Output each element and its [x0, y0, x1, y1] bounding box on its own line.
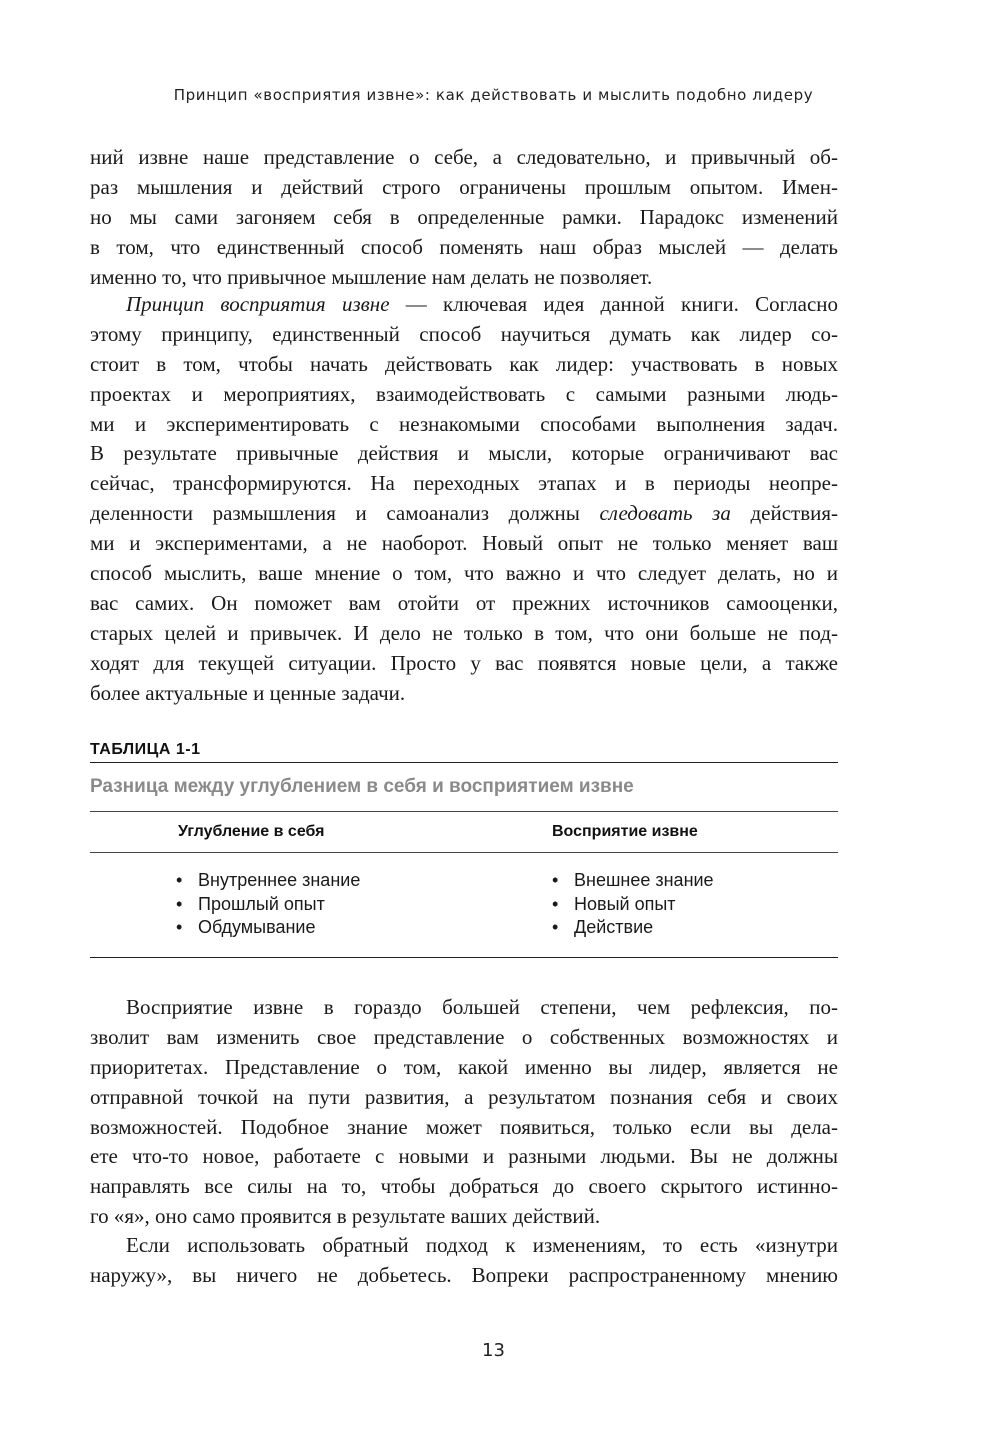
text-line: го «я», оно само проявится в результате ваших действий. [90, 1204, 601, 1229]
text-line: направлять все силы на то, чтобы добраться до своего скрытого истинно- [90, 1174, 838, 1199]
text-line: способ мыслить, ваше мнение о том, что важно и что следует делать, но и [90, 561, 838, 586]
text-line: более актуальные и ценные задачи. [90, 680, 406, 705]
column-list-inward [176, 869, 360, 940]
text-line: старых целей и привычек. И дело не только в том, что они больше не под- [90, 620, 838, 645]
table-label: ТАБЛИЦА 1-1 [90, 741, 201, 758]
text-line: ний извне наше представление о себе, а следовательно, и привычный об- [90, 145, 838, 169]
paragraph-1 [90, 143, 838, 292]
paragraph-4 [90, 1231, 838, 1291]
comparison-table [90, 738, 838, 958]
text-line: приоритетах. Представление о том, какой именно вы лидер, является не [90, 1054, 838, 1079]
page-number: 13 [482, 1340, 505, 1361]
italic-term: Принцип восприятия извне [126, 292, 390, 316]
text-line: Если использовать обратный подход к изменениям, то есть «изнутри [126, 1233, 838, 1257]
table-header-row [90, 812, 838, 852]
text-run: действия- [730, 501, 838, 526]
list-item: • Прошлый опыт [176, 893, 360, 917]
list-item: • Обдумывание [176, 916, 360, 940]
column-list-outward [552, 869, 714, 940]
paragraph-2 [90, 290, 838, 708]
text-run: деленности размышления и самоанализ должны [90, 501, 600, 526]
column-header-outward: Восприятие извне [552, 823, 698, 840]
text-line: вас самих. Он поможет вам отойти от прежних источников самооценки, [90, 590, 838, 615]
column-header-inward: Углубление в себя [178, 823, 325, 840]
text-line: проектах и мероприятиях, взаимодействовать с самыми разными людь- [90, 381, 838, 406]
list-item: • Новый опыт [552, 893, 714, 917]
text-line: отправной точкой на пути развития, а результатом познания себя и своих [90, 1084, 838, 1109]
text-line: ете что-то новое, работаете с новыми и разными людьми. Вы не должны [90, 1144, 838, 1169]
table-body [90, 853, 838, 957]
text-line: этому принципу, единственный способ научиться думать как лидер со- [90, 321, 838, 346]
text-line: в том, что единственный способ поменять наш образ мыслей — делать [90, 234, 838, 259]
text-line: именно то, что привычное мышление нам делать не позволяет. [90, 264, 653, 289]
text-line: сейчас, трансформируются. На переходных этапах и в периоды неопре- [90, 471, 838, 496]
text-line: возможностей. Подобное знание может появиться, только если вы дела- [90, 1114, 838, 1139]
text-line: раз мышления и действий строго ограничены прошлым опытом. Имен- [90, 174, 838, 199]
list-item: • Внутреннее знание [176, 869, 360, 893]
list-item: • Внешнее знание [552, 869, 714, 893]
text-line [90, 499, 838, 529]
table-bottom-rule [90, 957, 838, 958]
italic-term: следовать за [599, 501, 731, 526]
text-line: ми и экспериментировать с незнакомыми способами выполнения задач. [90, 411, 838, 436]
text-line: В результате привычные действия и мысли, которые ограничивают вас [90, 441, 838, 466]
text-run: — ключевая идея данной книги. Согласно [389, 292, 838, 316]
text-line: Восприятие извне в гораздо большей степени, чем рефлексия, по- [126, 995, 838, 1019]
running-head: Принцип «восприятия извне»: как действовать и мыслить подобно лидеру [173, 86, 814, 104]
list-item: • Действие [552, 916, 714, 940]
text-line: ходят для текущей ситуации. Просто у вас появятся новые цели, а также [90, 650, 838, 675]
text-line [90, 290, 838, 320]
table-caption: Разница между углублением в себя и восприятием извне [90, 776, 634, 797]
text-line: наружу», вы ничего не добьетесь. Вопреки распространенному мнению [90, 1262, 838, 1287]
paragraph-3 [90, 993, 838, 1232]
text-line: но мы сами загоняем себя в определенные рамки. Парадокс изменений [90, 204, 838, 229]
text-line: ми и экспериментами, а не наоборот. Новый опыт не только меняет ваш [90, 531, 838, 556]
text-line: стоит в том, чтобы начать действовать как лидер: участвовать в новых [90, 351, 838, 376]
text-line: зволит вам изменить свое представление о собственных возможностях и [90, 1024, 838, 1049]
